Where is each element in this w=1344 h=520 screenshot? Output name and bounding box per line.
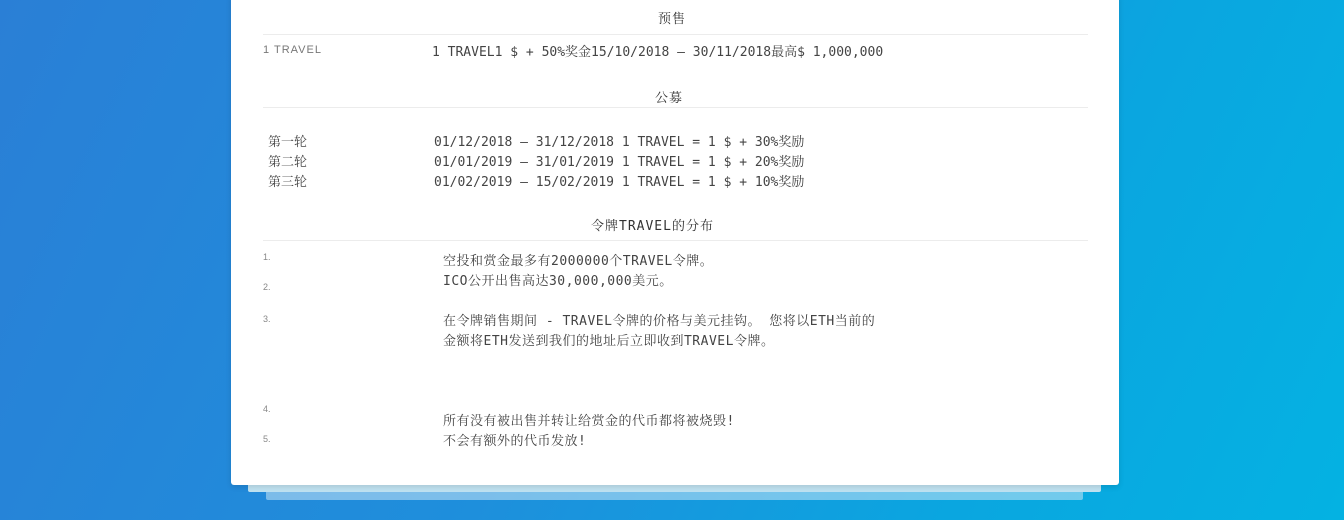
presale-divider xyxy=(263,34,1088,35)
distribution-line: 所有没有被出售并转让给赏金的代币都将被烧毁! xyxy=(443,414,735,429)
round-2-name: 第二轮 xyxy=(268,155,308,170)
presale-heading: 预售 xyxy=(658,12,687,27)
presale-detail: 1 TRAVEL1 $ + 50%奖金15/10/2018 – 30/11/2018最高$ 1,000,000 xyxy=(432,45,884,60)
token-sale-card xyxy=(231,0,1119,485)
distribution-number: 1. xyxy=(263,252,271,262)
public-sale-divider xyxy=(263,107,1088,108)
round-1-detail: 01/12/2018 – 31/12/2018 1 TRAVEL = 1 $ + 30%奖励 xyxy=(434,135,805,150)
distribution-line: 不会有额外的代币发放! xyxy=(443,434,587,449)
presale-label: 1 TRAVEL xyxy=(263,44,322,56)
distribution-number: 2. xyxy=(263,282,271,292)
distribution-divider xyxy=(263,240,1088,241)
distribution-line: 空投和赏金最多有2000000个TRAVEL令牌。 xyxy=(443,254,714,269)
round-1-name: 第一轮 xyxy=(268,135,308,150)
round-3-detail: 01/02/2019 – 15/02/2019 1 TRAVEL = 1 $ + 10%奖励 xyxy=(434,175,805,190)
round-3-name: 第三轮 xyxy=(268,175,308,190)
distribution-line: ICO公开出售高达30,000,000美元。 xyxy=(443,274,673,289)
public-sale-heading: 公募 xyxy=(655,91,684,106)
distribution-number: 3. xyxy=(263,314,271,324)
distribution-line: 在令牌销售期间 - TRAVEL令牌的价格与美元挂钩。 您将以ETH当前的 xyxy=(443,314,876,329)
distribution-number: 4. xyxy=(263,404,271,414)
distribution-line: 金额将ETH发送到我们的地址后立即收到TRAVEL令牌。 xyxy=(443,334,775,349)
distribution-heading: 令牌TRAVEL的分布 xyxy=(591,219,714,234)
round-2-detail: 01/01/2019 – 31/01/2019 1 TRAVEL = 1 $ + 20%奖励 xyxy=(434,155,805,170)
distribution-number: 5. xyxy=(263,434,271,444)
